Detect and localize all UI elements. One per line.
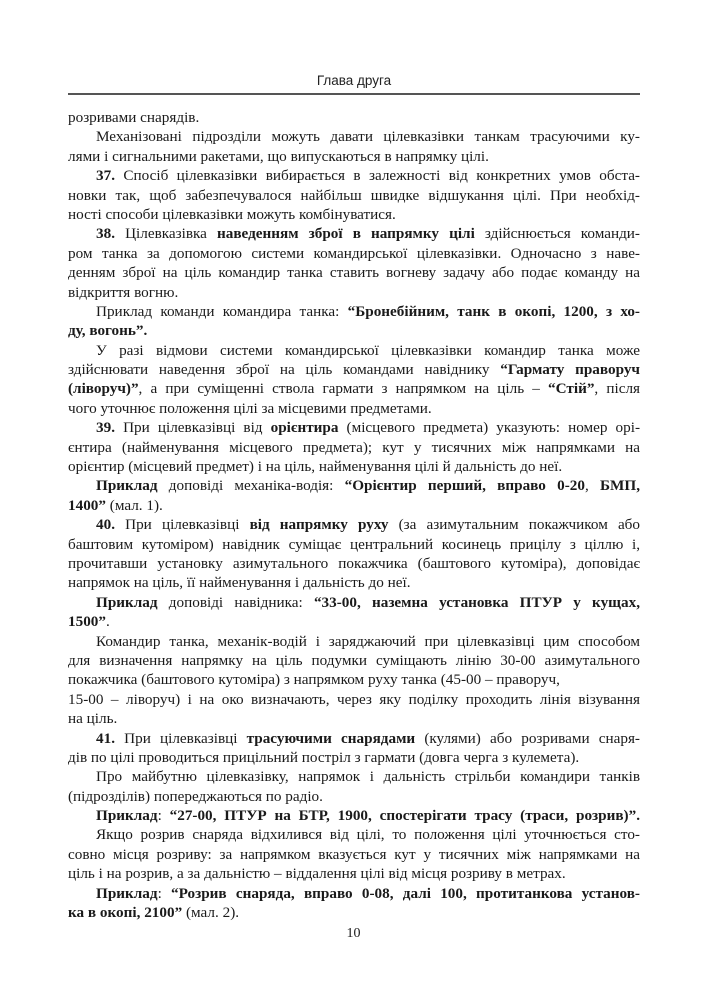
- bold-text: ду, вогонь”.: [68, 322, 148, 340]
- text-run: здійснювати наведення зброї на ціль командами навіднику: [68, 361, 501, 379]
- text-line: [68, 535, 640, 554]
- text-line: [68, 302, 640, 321]
- bold-text: 39.: [96, 419, 115, 437]
- text-run: (мал. 2).: [182, 904, 240, 922]
- bold-text: 37.: [96, 167, 115, 185]
- text-run: лями і сигнальними ракетами, що випускаються в напрямку цілі.: [68, 147, 489, 165]
- text-run: єнтира (найменування місцевого предмета); кут у тисячних між напрямками на: [68, 438, 640, 456]
- bold-text: (ліворуч)”: [68, 380, 139, 398]
- text-line: [68, 379, 640, 398]
- text-run: :: [157, 807, 170, 825]
- text-line: [68, 884, 640, 903]
- text-run: У разі відмови системи командирської цілевказівки командир танка може: [96, 341, 640, 359]
- text-run: При цілевказівці від: [114, 419, 271, 437]
- text-run: чого уточнює положення цілі за місцевими предметами.: [68, 399, 432, 417]
- bold-text: орієнтира: [270, 419, 339, 437]
- text-run: Про майбутню цілевказівку, напрямок і дальність стрільби командири танків: [96, 768, 640, 786]
- text-line: [68, 554, 640, 573]
- text-run: 15-00 – ліворуч) і на око визначають, через яку поділку проходить лінія візування: [68, 690, 640, 708]
- bold-text: “33-00, наземна установка ПТУР у кущах,: [313, 593, 640, 611]
- text-line: [68, 418, 640, 437]
- text-run: ,: [584, 477, 600, 495]
- text-run: здійснюється команди-: [474, 225, 640, 243]
- text-run: (кулями) або розривами снаря-: [415, 729, 640, 747]
- bold-text: “Бронебійним, танк в окопі, 1200, з хо-: [347, 302, 640, 320]
- text-line: [68, 806, 640, 825]
- text-run: Якщо розрив снаряда відхилився від цілі, то положення цілі уточнюється сто-: [96, 826, 640, 844]
- text-line: [68, 341, 640, 360]
- text-line: [68, 457, 640, 476]
- text-run: розривами снарядів.: [68, 109, 200, 126]
- text-run: Приклад команди командира танка:: [96, 302, 348, 320]
- text-line: [68, 787, 640, 806]
- text-line: [68, 593, 640, 612]
- bold-text: 40.: [96, 516, 115, 534]
- bold-text: від напрямку руху: [249, 516, 389, 534]
- text-line: [68, 399, 640, 418]
- text-line: [68, 244, 640, 263]
- text-run: Механізовані підрозділи можуть давати цілевказівки танкам трасуючими ку-: [96, 128, 640, 146]
- bold-text: ка в окопі, 2100”: [68, 904, 183, 922]
- bold-text: Приклад: [96, 807, 158, 825]
- bold-text: 38.: [96, 225, 115, 243]
- text-line: [68, 108, 640, 127]
- text-line: [68, 670, 640, 689]
- text-run: (підрозділів) попереджаються по радіо.: [68, 787, 323, 805]
- text-line: [68, 709, 640, 728]
- text-run: (мал. 1).: [105, 496, 163, 514]
- text-line: [68, 573, 640, 592]
- text-run: .: [105, 613, 110, 631]
- text-run: для визначення напрямку на ціль подумки суміщають лінію 30-00 азимутального: [68, 651, 640, 669]
- text-run: совно місця розриву: за напрямком вказується кут у тисячних між напрямками на: [68, 845, 640, 863]
- text-line: [68, 438, 640, 457]
- bold-text: “27-00, ПТУР на БТР, 1900, спостерігати трасу (траси, розрив)”.: [169, 807, 640, 825]
- text-line: [68, 186, 640, 205]
- text-line: [68, 748, 640, 767]
- bold-text: “Гармату праворуч: [500, 361, 640, 379]
- text-line: [68, 729, 640, 748]
- text-line: [68, 767, 640, 786]
- text-run: дів по цілі проводиться прицільний постріл з гармати (довга черга з кулемета).: [68, 748, 580, 766]
- text-run: відкриття вогню.: [68, 283, 179, 301]
- text-run: орієнтир (місцевий предмет) і на ціль, найменування цілі й дальність до неї.: [68, 458, 563, 476]
- text-run: (місцевого предмета) указують: номер орі-: [338, 419, 640, 437]
- text-run: на ціль.: [68, 710, 118, 728]
- text-run: новки так, щоб забезпечувалося найбільш швидке відшукання цілі. При необхід-: [68, 186, 640, 204]
- text-run: доповіді механіка-водія:: [157, 477, 345, 495]
- text-line: [68, 166, 640, 185]
- text-line: [68, 127, 640, 146]
- text-run: прочитавши установку азимутального покажчика (баштового кутоміра), доповідає: [68, 554, 640, 572]
- bold-text: БМП,: [600, 477, 640, 495]
- text-run: Командир танка, механік-водій і заряджаючий при цілевказівці цим способом: [96, 632, 640, 650]
- bold-text: 1500”: [68, 613, 106, 631]
- bold-text: Приклад: [96, 477, 158, 495]
- text-line: [68, 321, 640, 340]
- text-line: [68, 690, 640, 709]
- text-run: (за азимутальним покажчиком або: [388, 516, 641, 534]
- text-run: При цілевказівці: [114, 729, 247, 747]
- text-line: [68, 496, 640, 515]
- text-line: [68, 476, 640, 495]
- text-line: [68, 263, 640, 282]
- text-run: ності способи цілевказівки можуть комбінуватися.: [68, 205, 396, 223]
- text-run: доповіді навідника:: [157, 593, 314, 611]
- bold-text: “Розрив снаряда, вправо 0-08, далі 100, протитанкова установ-: [171, 884, 640, 902]
- text-run: Цілевказівка: [114, 225, 217, 243]
- text-run: покажчика (баштового кутоміра) з напрямком руху танка (45-00 – праворуч,: [68, 671, 560, 689]
- bold-text: 1400”: [68, 496, 106, 514]
- text-line: [68, 224, 640, 243]
- body-text: [68, 108, 640, 922]
- text-run: баштовим кутоміром) навідник суміщає центральний косинець прицілу з ціллю і,: [68, 535, 640, 553]
- text-line: [68, 632, 640, 651]
- page-number: 10: [346, 926, 361, 941]
- text-line: [68, 903, 640, 922]
- bold-text: Приклад: [96, 593, 158, 611]
- text-line: [68, 205, 640, 224]
- text-run: денням зброї на ціль командир танка ставить вогневу задачу або подає команду на: [68, 264, 640, 282]
- bold-text: “Орієнтир перший, вправо 0-20: [344, 477, 585, 495]
- text-run: :: [157, 884, 172, 902]
- text-line: [68, 825, 640, 844]
- text-run: ром танка за допомогою системи командирської цілевказівки. Одночасно з наве-: [68, 244, 640, 262]
- bold-text: Приклад: [96, 884, 158, 902]
- text-run: При цілевказівці: [114, 516, 250, 534]
- running-header: Глава друга: [316, 73, 392, 88]
- text-run: , після: [594, 380, 641, 398]
- header-rule: [68, 93, 640, 95]
- text-run: Спосіб цілевказівки вибирається в залежності від конкретних умов обста-: [114, 167, 640, 185]
- bold-text: трасуючими снарядами: [246, 729, 416, 747]
- text-line: [68, 845, 640, 864]
- text-line: [68, 147, 640, 166]
- text-line: [68, 864, 640, 883]
- text-line: [68, 360, 640, 379]
- bold-text: “Стій”: [548, 380, 595, 398]
- text-run: напрямок на ціль, її найменування і дальність до неї.: [68, 574, 411, 592]
- text-line: [68, 651, 640, 670]
- bold-text: 41.: [96, 729, 115, 747]
- bold-text: наведенням зброї в напрямку цілі: [217, 225, 475, 243]
- text-run: ціль і на розрив, а за дальністю – віддалення цілі від місця розриву в метрах.: [68, 865, 566, 883]
- text-line: [68, 515, 640, 534]
- text-run: , а при суміщенні ствола гармати з напрямком на ціль –: [138, 380, 549, 398]
- text-line: [68, 612, 640, 631]
- text-line: [68, 283, 640, 302]
